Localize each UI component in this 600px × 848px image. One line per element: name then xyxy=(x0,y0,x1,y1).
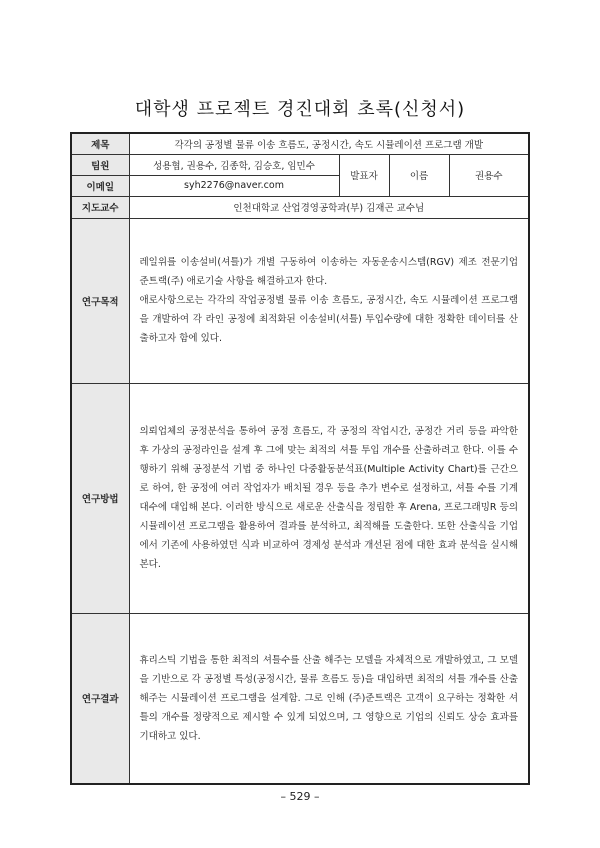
team-label: 팀원 xyxy=(71,154,129,175)
team-value: 성용협, 권용수, 김종학, 김승호, 임민수 xyxy=(129,154,339,175)
page-number: – 529 – xyxy=(280,790,320,803)
title-label: 제목 xyxy=(71,133,129,154)
advisor-value: 인천대학교 산업경영공학과(부) 김재곤 교수님 xyxy=(129,196,529,218)
presenter-name: 권용수 xyxy=(449,154,529,196)
name-label: 이름 xyxy=(389,154,449,196)
email-label: 이메일 xyxy=(71,175,129,196)
presenter-label: 발표자 xyxy=(339,154,389,196)
page-title: 대학생 프로젝트 경진대회 초록(신청서) xyxy=(134,99,466,120)
result-label: 연구결과 xyxy=(71,613,129,784)
result-text: 휴리스틱 기법을 통한 최적의 셔틀수를 산출 해주는 모델을 자체적으로 개발하였고, 그 모델을 기반으로 각 공정별 특성(공정시간, 물류 흐름도 등)을 대입하면 최적의 셔틀 개수를 산출해주는 시뮬레이션 프로그램을 설계함. 그로 인해 (주)준트랙은 고객이 요구하는 정확한 셔틀의 개수를 정량적으로 제시할 수 있게 되었으며, 그 영향으로 기업의 신뢰도 상승 효과를 기대하고 있다. xyxy=(129,613,529,784)
email-value: syh2276@naver.com xyxy=(129,175,339,196)
title-value: 각각의 공정별 물류 이송 흐름도, 공정시간, 속도 시뮬레이션 프로그램 개발 xyxy=(129,133,529,154)
advisor-label: 지도교수 xyxy=(71,196,129,218)
purpose-text: 레일위를 이송설비(셔틀)가 개별 구동하여 이송하는 자동운송시스템(RGV) 제조 전문기업 준트랙(주) 애로기술 사항을 해결하고자 한다. 애로사항으로는 각각의 작업공정별 물류 이송 흐름도, 공정시간, 속도 시뮬레이션 프로그램을 개발하여 각 라인 공정에 최적화된 이송설비(셔틀) 투입수량에 대한 정확한 데이터를 산출하고자 함에 있다. xyxy=(129,218,529,383)
application-form-table xyxy=(70,132,530,785)
method-label: 연구방법 xyxy=(71,383,129,613)
purpose-label: 연구목적 xyxy=(71,218,129,383)
method-text: 의뢰업체의 공정분석을 통하여 공정 흐름도, 각 공정의 작업시간, 공정간 거리 등을 파악한 후 가상의 공정라인을 설계 후 그에 맞는 최적의 셔틀 투입 개수를 산출하려고 한다. 이를 수행하기 위해 공정분석 기법 중 하나인 다중활동분석표(Multiple Activity Chart)를 근간으로 하여, 한 공정에 여러 작업자가 배치될 경우 등을 추가 변수로 설정하고, 셔틀 수를 기계대수에 대입해 본다. 이러한 방식으로 새로운 산출식을 정립한 후 Arena, 프로그래밍R 등의 시뮬레이션 프로그램을 활용하여 결과를 분석하고, 최적해를 도출한다. 또한 산출식을 기업에서 기존에 사용하였던 식과 비교하여 경제성 분석과 개선된 점에 대한 효과 분석을 실시해 본다. xyxy=(129,383,529,613)
